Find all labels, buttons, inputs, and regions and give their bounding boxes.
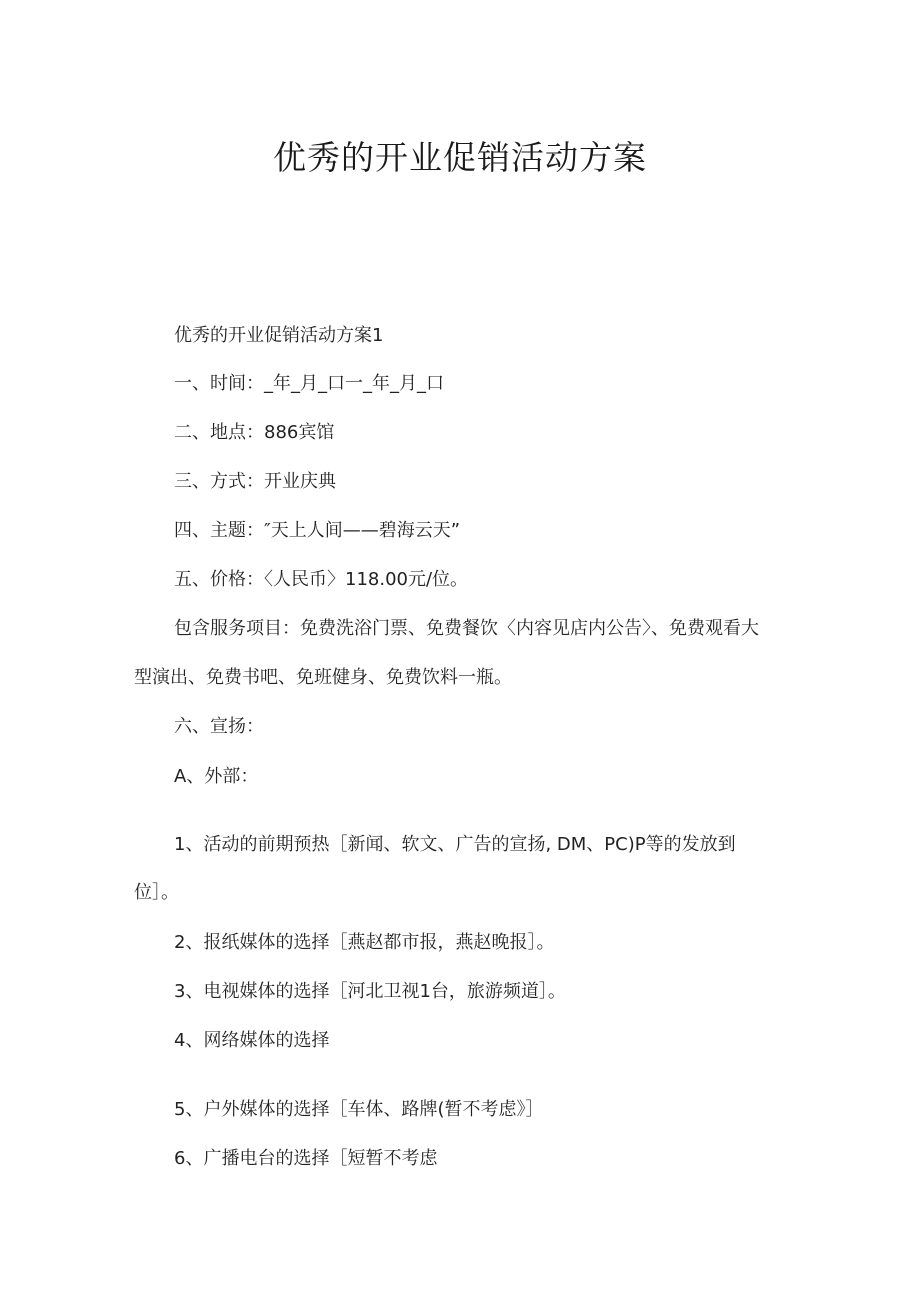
item-6-line: 6、广播电台的选择［短暂不考虑 [174, 1148, 438, 1169]
item-2-line: 2、报纸媒体的选择［燕赵都市报，燕赵晚报］。 [174, 932, 555, 953]
external-heading: A、外部： [174, 766, 259, 787]
item-4-line: 4、网络媒体的选择 [174, 1030, 330, 1051]
price-line: 五、价格：〈人民币〉118.00元/位。 [174, 569, 469, 590]
promotion-heading: 六、宣扬： [174, 716, 264, 737]
document-title: 优秀的开业促销活动方案 [273, 138, 647, 177]
time-line: 一、时间：_年_月_口一_年_月_口 [174, 373, 444, 394]
item-5-line: 5、户外媒体的选择［车体、路牌(暂不考虑》］ [174, 1099, 544, 1120]
section-subtitle: 优秀的开业促销活动方案1 [174, 325, 384, 346]
item-3-line: 3、电视媒体的选择［河北卫视1台，旅游频道］。 [174, 981, 566, 1002]
theme-line: 四、主题：″天上人间——碧海云天” [174, 520, 461, 541]
item-1-line-2: 位］。 [134, 882, 179, 903]
services-line-1: 包含服务项目：免费洗浴门票、免费餐饮〈内容见店内公告〉、免费观看大 [174, 618, 759, 639]
services-line-2: 型演出、免费书吧、免班健身、免费饮料一瓶。 [134, 667, 512, 688]
location-line: 二、地点：886宾馆 [174, 422, 335, 443]
method-line: 三、方式：开业庆典 [174, 471, 336, 492]
item-1-line-1: 1、活动的前期预热［新闻、软文、广告的宣扬, DM、PC)P等的发放到 [174, 834, 736, 855]
